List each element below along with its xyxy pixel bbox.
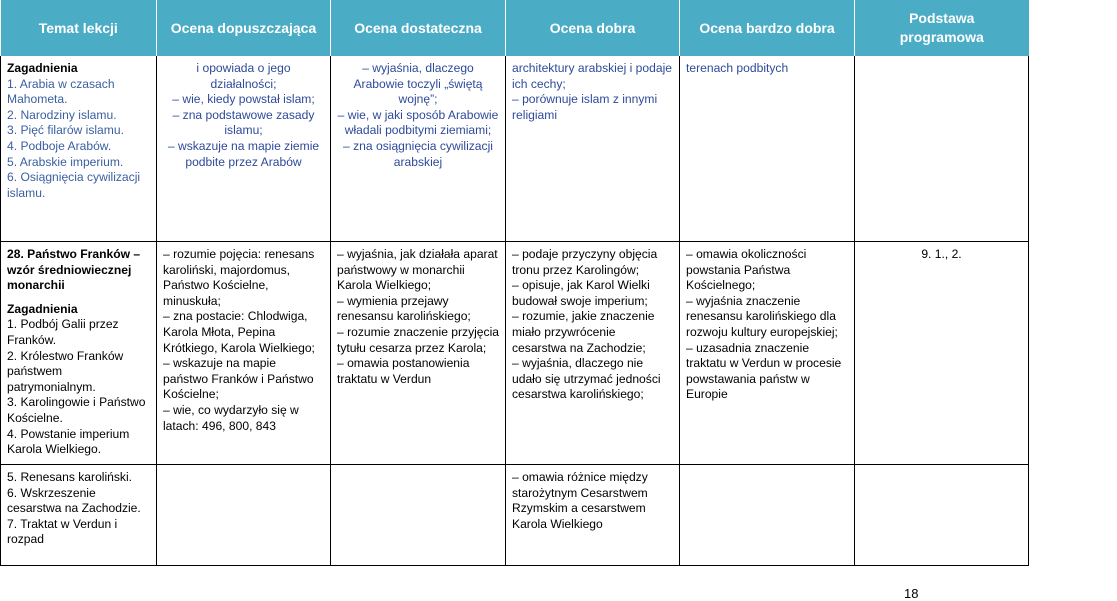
list-item: – wyjaśnia, dlaczego Arabowie toczyli „świętą wojnę”; — [353, 61, 483, 107]
header-row — [1, 0, 1117, 56]
bardzo-dobra-cell — [680, 242, 855, 465]
list-item: – wymienia przejawy renesansu karolińskiego; — [337, 293, 471, 324]
table-row-frankowie — [1, 242, 1117, 465]
podstawa-cell — [855, 465, 1029, 566]
dopuszczajaca-cell — [157, 56, 331, 242]
list-item: 7. Traktat w Verdun i rozpad — [7, 516, 118, 547]
header-bardzo-dobra: Ocena bardzo dobra — [680, 0, 855, 56]
list-item: – wyjaśnia, dlaczego nie udało się utrzymać jedności cesarstwa karolińskiego; — [512, 356, 661, 402]
list-item: 3. Karolingowie i Państwo Kościelne. — [7, 395, 146, 425]
list-item: 6. Wskrzeszenie cesarstwa na Zachodzie. — [7, 485, 141, 516]
list-item: terenach podbitych — [686, 61, 789, 75]
list-item: – rozumie pojęcia: renesans karoliński, majordomus, Państwo Kościelne, minuskuła; — [163, 247, 315, 308]
zagadnienia-heading: Zagadnienia — [7, 61, 78, 75]
topic-items — [7, 317, 150, 457]
dopuszczajaca-cell — [157, 465, 331, 566]
list-item: 5. Arabskie imperium. — [7, 154, 124, 169]
list-item: – wie, w jaki sposób Arabowie władali podbitymi ziemiami; — [337, 107, 499, 138]
dopuszczajaca-cell — [157, 242, 331, 465]
podstawa-cell: 9. 1., 2. — [855, 242, 1029, 465]
list-item: – wyjaśnia znaczenie renesansu karolińskiego dla rozwoju kultury europejskiej; — [686, 293, 838, 339]
list-item: – zna podstawowe zasady islamu; — [172, 107, 315, 138]
lesson-title-part1: 28. Państwo Franków – — [7, 247, 141, 261]
header-dostateczna: Ocena dostateczna — [331, 0, 506, 56]
lesson-title-part2: wzór średniowiecznej monarchii — [7, 262, 132, 293]
header-dopuszczajaca: Ocena dopuszczająca — [157, 0, 331, 56]
list-item: 5. Renesans karoliński. — [7, 470, 133, 484]
list-item: – omawia postanowienia traktatu w Verdun — [337, 356, 470, 386]
header-dobra: Ocena dobra — [506, 0, 680, 56]
dobra-cell — [506, 56, 680, 242]
table-row-continuation — [1, 465, 1117, 566]
list-item: – wskazuje na mapie państwo Franków i Państwo Kościelne; — [163, 356, 314, 402]
table-row-islam — [1, 56, 1117, 242]
list-item: – rozumie, jakie znaczenie miało przywrócenie cesarstwa na Zachodzie; — [512, 309, 655, 355]
page-number: 18 — [904, 586, 919, 601]
list-item: 2. Narodziny islamu. — [7, 107, 117, 122]
list-item: 1. Arabia w czasach Mahometa. — [7, 76, 115, 107]
topic-cell — [1, 465, 157, 566]
list-item: – wskazuje na mapie ziemie podbite przez Arabów — [167, 138, 320, 169]
header-podstawa — [855, 0, 1029, 56]
list-item: 4. Podboje Arabów. — [7, 138, 112, 153]
list-item: i opowiada o jego działalności; — [196, 61, 291, 91]
header-topic: Temat lekcji — [1, 0, 157, 56]
dostateczna-cell — [331, 242, 506, 465]
list-item: – opisuje, jak Karol Wielki budował swoje imperium; — [512, 278, 650, 308]
topic-cell — [1, 56, 157, 242]
topic-cell — [1, 242, 157, 465]
header-podstawa-line1: Podstawa — [909, 10, 975, 26]
list-item: – wie, kiedy powstał islam; — [172, 92, 315, 107]
topic-items — [7, 77, 150, 202]
list-item: – zna postacie: Chlodwiga, Karola Młota, Pepina Krótkiego, Karola Wielkiego; — [163, 309, 315, 355]
list-item: – omawia okoliczności powstania Państwa Kościelnego; — [686, 247, 807, 293]
bardzo-dobra-cell — [680, 56, 855, 242]
dobra-cell — [506, 242, 680, 465]
list-item: 6. Osiągnięcia cywilizacji islamu. — [7, 170, 141, 200]
bardzo-dobra-cell — [680, 465, 855, 566]
list-item: – podaje przyczyny objęcia tronu przez Karolingów; — [512, 247, 658, 277]
list-item: architektury arabskiej i podaje ich cechy; — [512, 61, 672, 91]
dostateczna-cell — [331, 465, 506, 566]
lesson-title — [7, 247, 150, 294]
list-item: 2. Królestwo Franków państwem patrymonialnym. — [7, 348, 124, 394]
list-item: 1. Podbój Galii przez Franków. — [7, 317, 119, 347]
header-podstawa-line2: programowa — [899, 29, 984, 45]
list-item: – omawia różnice między starożytnym Cesarstwem Rzymskim a cesarstwem Karola Wielkiego — [512, 470, 648, 531]
dobra-cell — [506, 465, 680, 566]
list-item: – zna osiągnięcia cywilizacji arabskiej — [343, 138, 493, 169]
list-item: – wyjaśnia, jak działała aparat państwowy w monarchii Karola Wielkiego; — [337, 247, 498, 293]
list-item: – porównuje islam z innymi religiami — [512, 92, 658, 122]
list-item: 3. Pięć filarów islamu. — [7, 123, 124, 138]
list-item: – uzasadnia znaczenie traktatu w Verdun w procesie powstawania państw w Europie — [686, 340, 842, 402]
list-item: 4. Powstanie imperium Karola Wielkiego. — [7, 426, 130, 457]
zagadnienia-heading: Zagadnienia — [7, 301, 78, 316]
list-item: – wie, co wydarzyło się w latach: 496, 800, 843 — [163, 402, 299, 433]
dostateczna-cell — [331, 56, 506, 242]
list-item: – rozumie znaczenie przyjęcia tytułu cesarza przez Karola; — [337, 324, 499, 355]
podstawa-cell — [855, 56, 1029, 242]
